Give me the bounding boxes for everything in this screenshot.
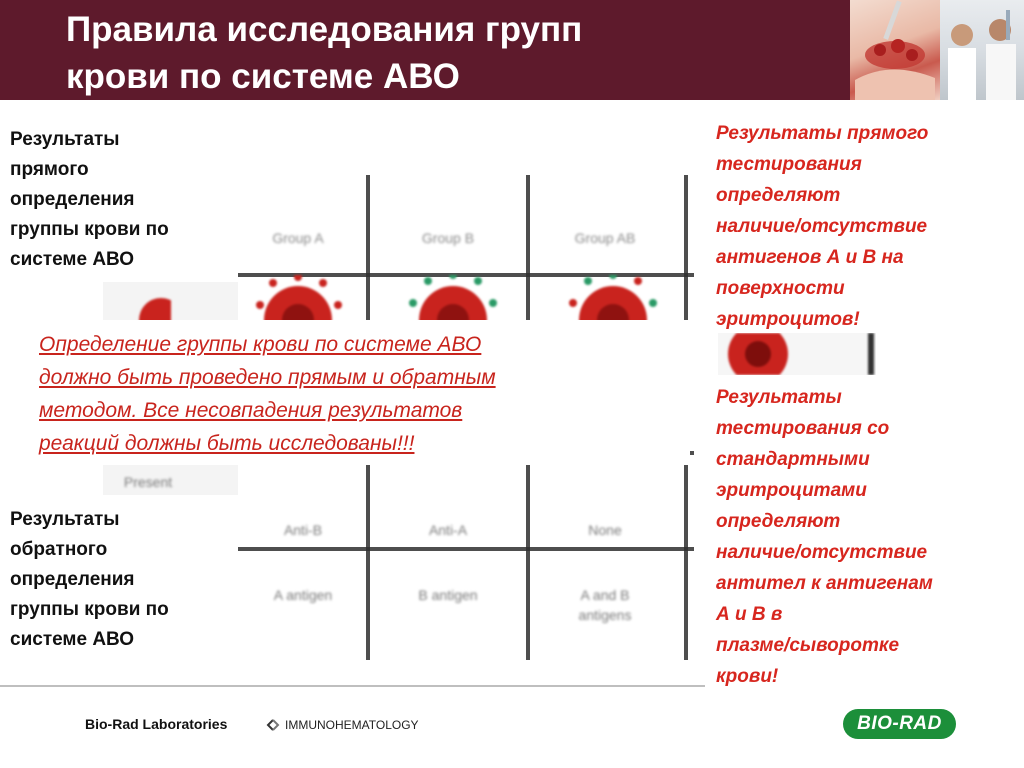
bio-rad-logo [843, 709, 956, 739]
important-note-box [33, 320, 690, 465]
explanation-line: А и В в [716, 604, 783, 625]
antigen-cell-group-a-line: A antigen [273, 587, 333, 603]
direct-label-line: группы крови по [10, 219, 169, 240]
explanation-line: эритроцитами [716, 480, 867, 501]
antigen-cell-group-a [238, 585, 368, 605]
explanation-line: плазме/сыворотке [716, 635, 900, 656]
direct-label-line: определения [10, 189, 135, 210]
antibody-cell-group-a: Anti-B [283, 522, 323, 538]
reverse-method-label [10, 505, 240, 655]
column-header-group-ab: Group AB [574, 230, 636, 246]
header-photo-laboratory [940, 0, 1024, 100]
footer-department: IMMUNOHEMATOLOGY [285, 718, 419, 732]
header-bar [0, 0, 1024, 100]
grid-line [238, 547, 694, 551]
explanation-line: Результаты прямого [716, 123, 929, 144]
direct-label-line: прямого [10, 159, 89, 180]
reverse-label-line: обратного [10, 539, 108, 560]
slide-title-line-1: Правила исследования групп [66, 10, 583, 49]
direct-label-line: Результаты [10, 129, 120, 150]
direct-method-label [10, 125, 240, 275]
explanation-line: определяют [716, 185, 841, 206]
note-line: Определение группы крови по системе АВО [39, 333, 482, 356]
antibody-cell-group-b: Anti-A [428, 522, 468, 538]
reverse-label-line: системе АВО [10, 629, 135, 650]
explanation-line: наличие/отсутствие [716, 216, 928, 237]
slide-title-line-2: крови по системе АВО [66, 57, 460, 96]
explanation-line: антигенов А и В на [716, 247, 904, 268]
note-line: должно быть проведено прямым и обратным [39, 366, 496, 389]
bio-rad-diamond-icon [266, 718, 280, 736]
note-line: реакций должны быть исследованы!!! [39, 432, 415, 455]
antigen-cell-group-ab-line-2: antigens [578, 607, 632, 623]
antigen-cell-group-b-line: B antigen [418, 587, 478, 603]
explanation-line: определяют [716, 511, 841, 532]
explanation-line: тестирования [716, 154, 862, 175]
explanation-line: эритроцитов! [716, 309, 860, 330]
diagram-left-fragment-text: Present [123, 474, 173, 490]
footer-company-name: Bio-Rad Laboratories [85, 716, 228, 732]
column-header-group-a: Group A [272, 230, 324, 246]
note-line: методом. Все несовпадения результатов [39, 399, 463, 422]
important-note-text [39, 328, 682, 460]
explanation-line: Результаты [716, 387, 842, 408]
reverse-testing-explanation [716, 382, 1016, 692]
slide-title [66, 6, 826, 100]
explanation-line: поверхности [716, 278, 845, 299]
antigen-cell-group-b [383, 585, 513, 605]
reverse-label-line: группы крови по [10, 599, 169, 620]
explanation-line: антител к антигенам [716, 573, 933, 594]
explanation-line: тестирования со [716, 418, 890, 439]
antibody-cell-group-ab: None [588, 522, 622, 538]
explanation-line: крови! [716, 666, 779, 687]
explanation-line: стандартными [716, 449, 870, 470]
bio-rad-logo-text: BIO-RAD [857, 713, 942, 734]
header-photo-blood-sample [850, 0, 940, 100]
reverse-label-line: Результаты [10, 509, 120, 530]
antigen-cell-group-ab [540, 585, 670, 625]
reverse-label-line: определения [10, 569, 135, 590]
footer-divider [0, 685, 705, 687]
explanation-line: наличие/отсутствие [716, 542, 928, 563]
column-header-group-b: Group B [421, 230, 475, 246]
red-cell-image-fragment [718, 333, 876, 375]
antigen-cell-group-ab-line-1: A and B [580, 587, 630, 603]
direct-label-line: системе АВО [10, 249, 135, 270]
direct-testing-explanation [716, 118, 1016, 335]
